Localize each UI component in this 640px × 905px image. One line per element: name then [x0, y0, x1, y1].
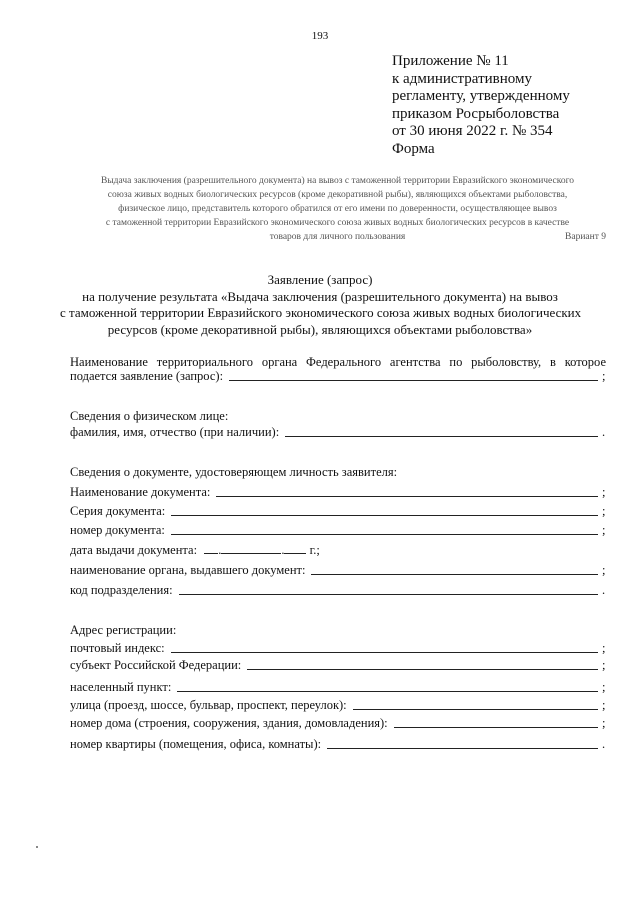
territorial-body-field[interactable] [229, 379, 598, 381]
issue-day-field[interactable] [204, 543, 218, 554]
service-note-line: союза живых водных биологических ресурсов (кроме декоративной рыбы), являющихся объектами рыболовства, [107, 190, 568, 200]
postal-code-field[interactable] [171, 651, 598, 653]
issue-month-field[interactable] [221, 543, 281, 554]
street-row [70, 697, 608, 713]
full-name-row [70, 424, 608, 440]
appendix-line: регламенту, утвержденному [392, 88, 570, 104]
locality-field[interactable] [177, 690, 598, 692]
division-code-field[interactable] [179, 593, 598, 595]
house-row [70, 715, 608, 731]
apartment-label: номер квартиры (помещения, офиса, комнаты): [70, 737, 322, 751]
appendix-line: приказом Росрыболовства [392, 105, 560, 122]
full-name-label: фамилия, имя, отчество (при наличии): [70, 425, 280, 439]
locality-row [70, 679, 608, 695]
issuing-body-field[interactable] [311, 573, 598, 575]
street-field[interactable] [353, 708, 598, 710]
doc-name-row [70, 484, 608, 500]
issue-date-label: дата выдачи документа: [70, 543, 198, 557]
postal-code-row [70, 640, 608, 656]
semicolon: ; [602, 563, 606, 577]
territorial-body-label-cont: подается заявление (запрос): [70, 369, 224, 383]
doc-series-label: Серия документа: [70, 504, 166, 518]
appendix-line: к административному [392, 70, 532, 87]
semicolon: ; [602, 523, 606, 537]
territorial-body-row [70, 368, 608, 384]
doc-series-field[interactable] [171, 514, 598, 516]
division-code-row [70, 582, 608, 598]
title-line: с таможенной территории Евразийского экономического союза живых водных биологических [60, 305, 582, 320]
issue-date-row [70, 543, 320, 558]
service-note-line: физическое лицо, представитель которого обратился от его имени по доверенности, осуществляющее вывоз [118, 204, 557, 214]
issuing-body-label: наименование органа, выдавшего документ: [70, 563, 306, 577]
locality-label: населенный пункт: [70, 680, 172, 694]
doc-number-field[interactable] [171, 533, 598, 535]
semicolon: ; [602, 658, 606, 672]
address-heading: Адрес регистрации: [70, 623, 177, 637]
service-note-line: Выдача заключения (разрешительного документа) на вывоз с таможенной территории Евразийского экономического [100, 176, 575, 186]
id-heading: Сведения о документе, удостоверяющем личность заявителя: [70, 465, 398, 479]
semicolon: ; [602, 698, 606, 712]
person-heading: Сведения о физическом лице: [70, 409, 229, 423]
date-separator: . [281, 543, 285, 557]
period: . [602, 425, 606, 439]
semicolon: ; [602, 485, 606, 499]
apartment-row [70, 736, 608, 752]
service-note-line: товаров для личного пользования [269, 232, 406, 242]
issuing-body-row [70, 562, 608, 578]
issue-year-suffix: г.; [309, 543, 320, 557]
title-line: Заявление (запрос) [267, 272, 373, 287]
title-line: на получение результата «Выдача заключения (разрешительного документа) на вывоз [82, 288, 558, 304]
semicolon: ; [602, 504, 606, 518]
postal-code-label: почтовый индекс: [70, 641, 165, 655]
doc-name-field[interactable] [216, 495, 598, 497]
house-label: номер дома (строения, сооружения, здания, домовладения): [70, 716, 388, 730]
date-separator: . [218, 543, 222, 557]
issue-year-field[interactable] [284, 543, 306, 554]
doc-name-label: Наименование документа: [70, 485, 211, 499]
apartment-field[interactable] [327, 747, 598, 749]
title-line: ресурсов (кроме декоративной рыбы), являющихся объектами рыболовства» [107, 321, 533, 337]
region-field[interactable] [247, 668, 598, 670]
full-name-field[interactable] [285, 435, 598, 437]
period: . [602, 737, 606, 751]
semicolon: ; [602, 369, 606, 383]
region-label: субъект Российской Федерации: [70, 658, 242, 672]
appendix-line: от 30 июня 2022 г. № 354 [392, 123, 553, 139]
doc-number-row [70, 522, 608, 538]
doc-series-row [70, 503, 608, 519]
appendix-line: Приложение № 11 [392, 53, 509, 69]
territorial-body-label: Наименование территориального органа Федерального агентства по рыболовству, в которое [70, 355, 606, 369]
doc-number-label: номер документа: [70, 523, 165, 537]
semicolon: ; [602, 716, 606, 730]
period: . [602, 583, 606, 597]
division-code-label: код подразделения: [70, 583, 173, 597]
street-label: улица (проезд, шоссе, бульвар, проспект, переулок): [70, 698, 347, 712]
appendix-form-label: Форма [392, 140, 435, 157]
scan-speck [36, 846, 38, 848]
service-note-line: с таможенной территории Евразийского экономического союза живых водных биологических ресурсов в качестве [105, 218, 570, 228]
semicolon: ; [602, 641, 606, 655]
page-number: 193 [311, 30, 329, 42]
region-row [70, 657, 608, 673]
semicolon: ; [602, 680, 606, 694]
variant-label: Вариант 9 [565, 232, 606, 242]
house-field[interactable] [394, 726, 598, 728]
